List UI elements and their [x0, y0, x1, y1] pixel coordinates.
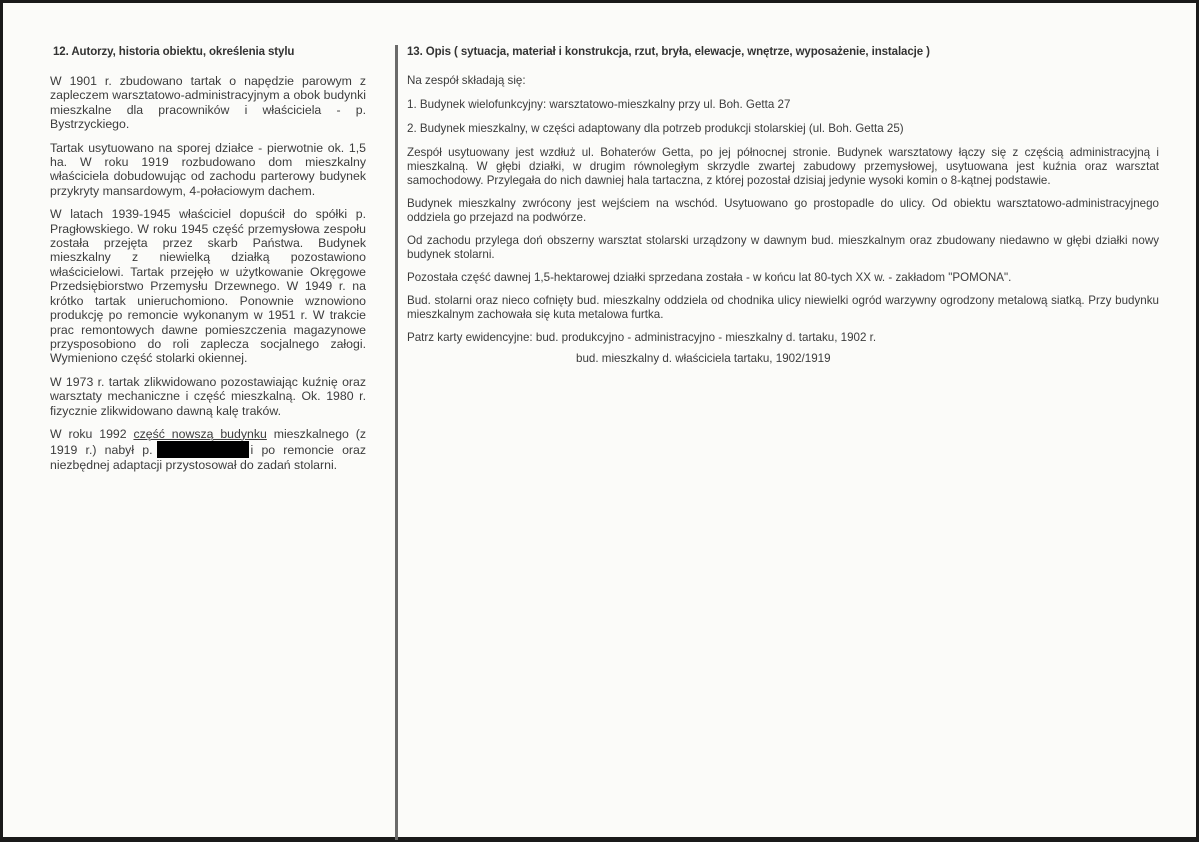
history-paragraph-5 [50, 427, 366, 473]
column-divider [395, 45, 398, 840]
section-12-heading: 12. Autorzy, historia obiektu, określenia stylu [53, 46, 295, 58]
history-p5-underlined: część nowszą budynku [133, 426, 267, 441]
history-p5-part1: W roku 1992 [50, 426, 134, 441]
description-paragraph-3: Od zachodu przylega doń obszerny warsztat stolarski urządzony w dawnym bud. mieszkalnym oraz zbudowany niedawno w głębi działki nowy budynek stolarni. [407, 234, 1159, 261]
description-paragraph-2: Budynek mieszkalny zwrócony jest wejściem na wschód. Usytuowano go prostopadle do ulicy. Od obiektu warsztatowo-administracyjnego oddziela go przejazd na podwórze. [407, 197, 1159, 224]
description-paragraph-1: Zespół usytuowany jest wzdłuż ul. Bohaterów Getta, po jej północnej stronie. Budynek warsztatowy łączy się z częścią administracyjną i mieszkalną. W głębi działki, w drugim równoległym skrzydle zwartej zabudowy przemysłowej, usytuowana jest kuźnia oraz warsztat samochodowy. Przylegała do nich dawniej hala tartaczna, z której pozostał dzisiaj jedynie wysoki komin o 8-kątnej podstawie. [407, 146, 1159, 187]
building-item-1: 1. Budynek wielofunkcyjny: warsztatowo-mieszkalny przy ul. Boh. Getta 27 [407, 98, 791, 111]
history-paragraph-2: Tartak usytuowano na sporej działce - pierwotnie ok. 1,5 ha. W roku 1919 rozbudowano dom mieszkalny właściciela dobudowując od zachodu parterowy budynek przykryty mansardowym, 4-połaciowym dachem. [50, 140, 366, 198]
history-paragraph-1: W 1901 r. zbudowano tartak o napędzie parowym z zapleczem warsztatowo-administracyjnym a obok budynki mieszkalne dla pracowników i właściciela - p. Bystrzyckiego. [50, 74, 366, 132]
section-12-history [50, 46, 366, 482]
history-paragraph-3: W latach 1939-1945 właściciel dopuścił do spółki p. Pragłowskiego. W roku 1945 część przemysłowa zespołu została przejęta przez skarb Państwa. Budynek mieszkalny z niewielką działką pozostawiono właścicielowi. Tartak przejęło w użytkowanie Okręgowe Przedsiębiorstwo Przemysłu Drzewnego. W 1949 r. na krótko tartak unieruchomiono. Ponownie wznowiono produkcję po remoncie wykonanym w 1951 r. W trakcie prac remontowych dawne pomieszczenia magazynowe przysposobiono do roli zaplecza socjalnego załogi. Wymieniono część stolarki okiennej. [50, 207, 366, 366]
document-page [3, 3, 1196, 837]
section-13-heading: 13. Opis ( sytuacja, materiał i konstrukcja, rzut, bryła, elewacje, wnętrze, wyposażenie, instalacje ) [407, 46, 930, 58]
description-intro: Na zespół składają się: [407, 74, 526, 87]
building-item-2: 2. Budynek mieszkalny, w części adaptowany dla potrzeb produkcji stolarskiej (ul. Boh. Getta 25) [407, 122, 904, 135]
section-13-description [407, 46, 1159, 375]
reference-line-1: Patrz karty ewidencyjne: bud. produkcyjno - administracyjno - mieszkalny d. tartaku, 1902 r. [407, 331, 877, 344]
description-paragraph-5: Bud. stolarni oraz nieco cofnięty bud. mieszkalny oddziela od chodnika ulicy niewielki ogród warzywny ogrodzony metalową siatką. Przy budynku mieszkalnym zachowała się kuta metalowa furtka. [407, 294, 1159, 321]
redacted-name-block [157, 441, 249, 458]
history-p5-part2: mieszkalnego (z 1919 r.) nabył p. [50, 426, 367, 458]
description-paragraph-4: Pozostała część dawnej 1,5-hektarowej działki sprzedana została - w końcu lat 80-tych XX w. - zakładom "POMONA". [407, 271, 1012, 284]
reference-line-2: bud. mieszkalny d. właściciela tartaku, 1902/1919 [576, 352, 831, 365]
history-paragraph-4: W 1973 r. tartak zlikwidowano pozostawiając kuźnię oraz warsztaty mechaniczne i część mieszkalną. Ok. 1980 r. fizycznie zlikwidowano dawną kalę traków. [50, 374, 366, 418]
history-p5-part3: i po remoncie oraz niezbędnej adaptacji przystosował do zadań stolarni. [50, 443, 366, 473]
